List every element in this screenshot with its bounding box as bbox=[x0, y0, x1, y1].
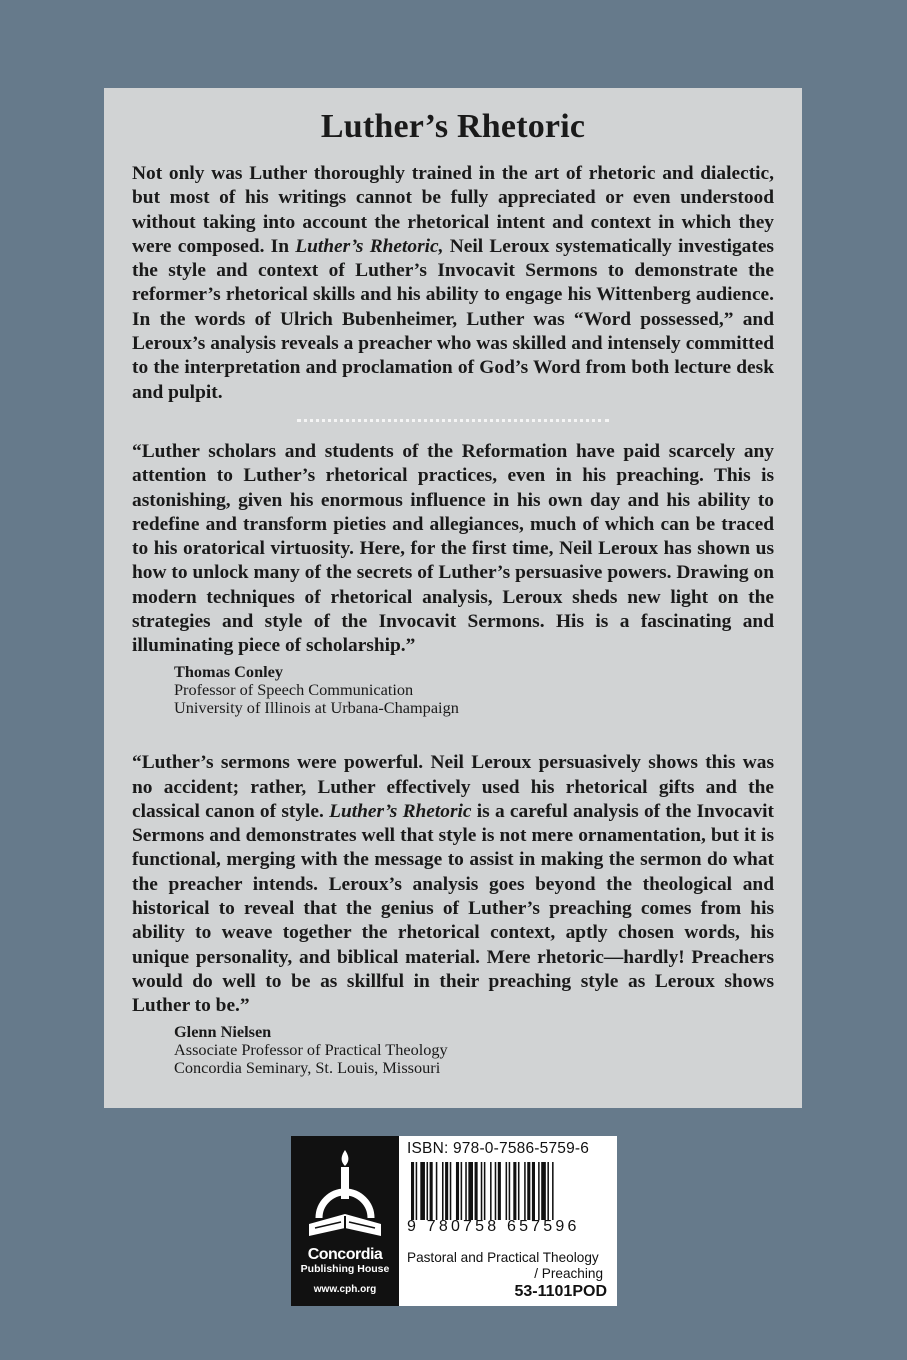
endorsement-quote-1 bbox=[132, 440, 774, 659]
dotted-divider bbox=[297, 419, 609, 422]
quote-text-after: is a careful analysis of the Invocavit Sermons and demonstrates well that style is not mere ornamentation, but it is functional, merging with the message to assist in making the sermon do what the preacher intends. Leroux’s analysis goes beyond the theological and historical to reveal that the genius of Luther’s preaching comes from his ability to weave together the rhetorical context, aptly chosen words, his unique personality, and biblical material. Mere rhetoric—hardly! Preachers would do well to be as skillful in their preaching style as Leroux shows Luther to be.” bbox=[132, 800, 775, 1017]
category-line-2: / Preaching bbox=[534, 1266, 603, 1281]
blurb-book-title: Luther’s Rhetoric, bbox=[295, 235, 444, 257]
endorser-role: Associate Professor of Practical Theology bbox=[174, 1039, 448, 1059]
publisher-name: Concordia bbox=[307, 1246, 383, 1263]
endorsement-quote-2 bbox=[132, 751, 774, 1018]
barcode-image bbox=[411, 1162, 605, 1220]
endorsement-attribution-2 bbox=[174, 1023, 774, 1078]
blurb-part-2: Neil Leroux systematically investigates the style and context of Luther’s Invocavit Sermons to demonstrate the reformer’s rhetorical skills and his ability to engage his Wittenberg audience. In the words of Ulrich Bubenheimer, Luther was “Word possessed,” and Leroux’s analysis reveals a preacher who was skilled and intensely committed to the interpretation and proclamation of God’s Word from both lecture desk and pulpit. bbox=[132, 235, 774, 403]
product-code: 53-1101POD bbox=[514, 1283, 607, 1300]
isbn-label: ISBN: 978-0-7586-5759-6 bbox=[407, 1140, 590, 1157]
barcode-box bbox=[399, 1136, 617, 1306]
endorser-role: Professor of Speech Communication bbox=[174, 679, 414, 699]
endorsement-attribution-1 bbox=[174, 663, 774, 718]
book-title: Luther’s Rhetoric bbox=[320, 108, 586, 145]
quote-italic: Luther’s Rhetoric bbox=[329, 800, 472, 822]
subject-category bbox=[407, 1250, 603, 1282]
description-blurb bbox=[132, 162, 774, 405]
quote-text: “Luther’s sermons were powerful. Neil Leroux persuasively shows this was no accident; rather, Luther effectively used his rhetorical gifts and the classical canon of style. bbox=[132, 752, 774, 822]
candle-book-icon bbox=[301, 1146, 389, 1246]
endorser-name: Glenn Nielsen bbox=[174, 1021, 272, 1041]
barcode-number: 9 780758 657596 bbox=[407, 1218, 580, 1235]
publisher-subtitle: Publishing House bbox=[300, 1263, 390, 1275]
publisher-url: www.cph.org bbox=[313, 1284, 377, 1295]
endorser-affiliation: University of Illinois at Urbana-Champaign bbox=[174, 698, 459, 718]
publisher-logo-box bbox=[291, 1136, 399, 1306]
category-line-1: Pastoral and Practical Theology bbox=[407, 1250, 599, 1265]
back-cover-panel bbox=[104, 88, 802, 1108]
blurb-part-1: Not only was Luther thoroughly trained in the art of rhetoric and dialectic, but most of his writings cannot be fully appreciated or even understood without taking into account the rhetorical intent and context in which they were composed. In bbox=[132, 163, 774, 257]
endorser-affiliation: Concordia Seminary, St. Louis, Missouri bbox=[174, 1057, 441, 1077]
endorser-name: Thomas Conley bbox=[174, 661, 284, 681]
quote-text: “Luther scholars and students of the Reformation have paid scarcely any attention to Luther’s rhetorical practices, even in his preaching. This is astonishing, given his enormous influence in his own day and his ability to redefine and transform pieties and allegiances, much of which can be traced to his oratorical virtuosity. Here, for the first time, Neil Leroux has shown us how to unlock many of the secrets of Luther’s persuasive powers. Drawing on modern techniques of rhetorical analysis, Leroux sheds new light on the strategies and style of the Invocavit Sermons. His is a fascinating and illuminating piece of scholarship.” bbox=[132, 440, 774, 657]
